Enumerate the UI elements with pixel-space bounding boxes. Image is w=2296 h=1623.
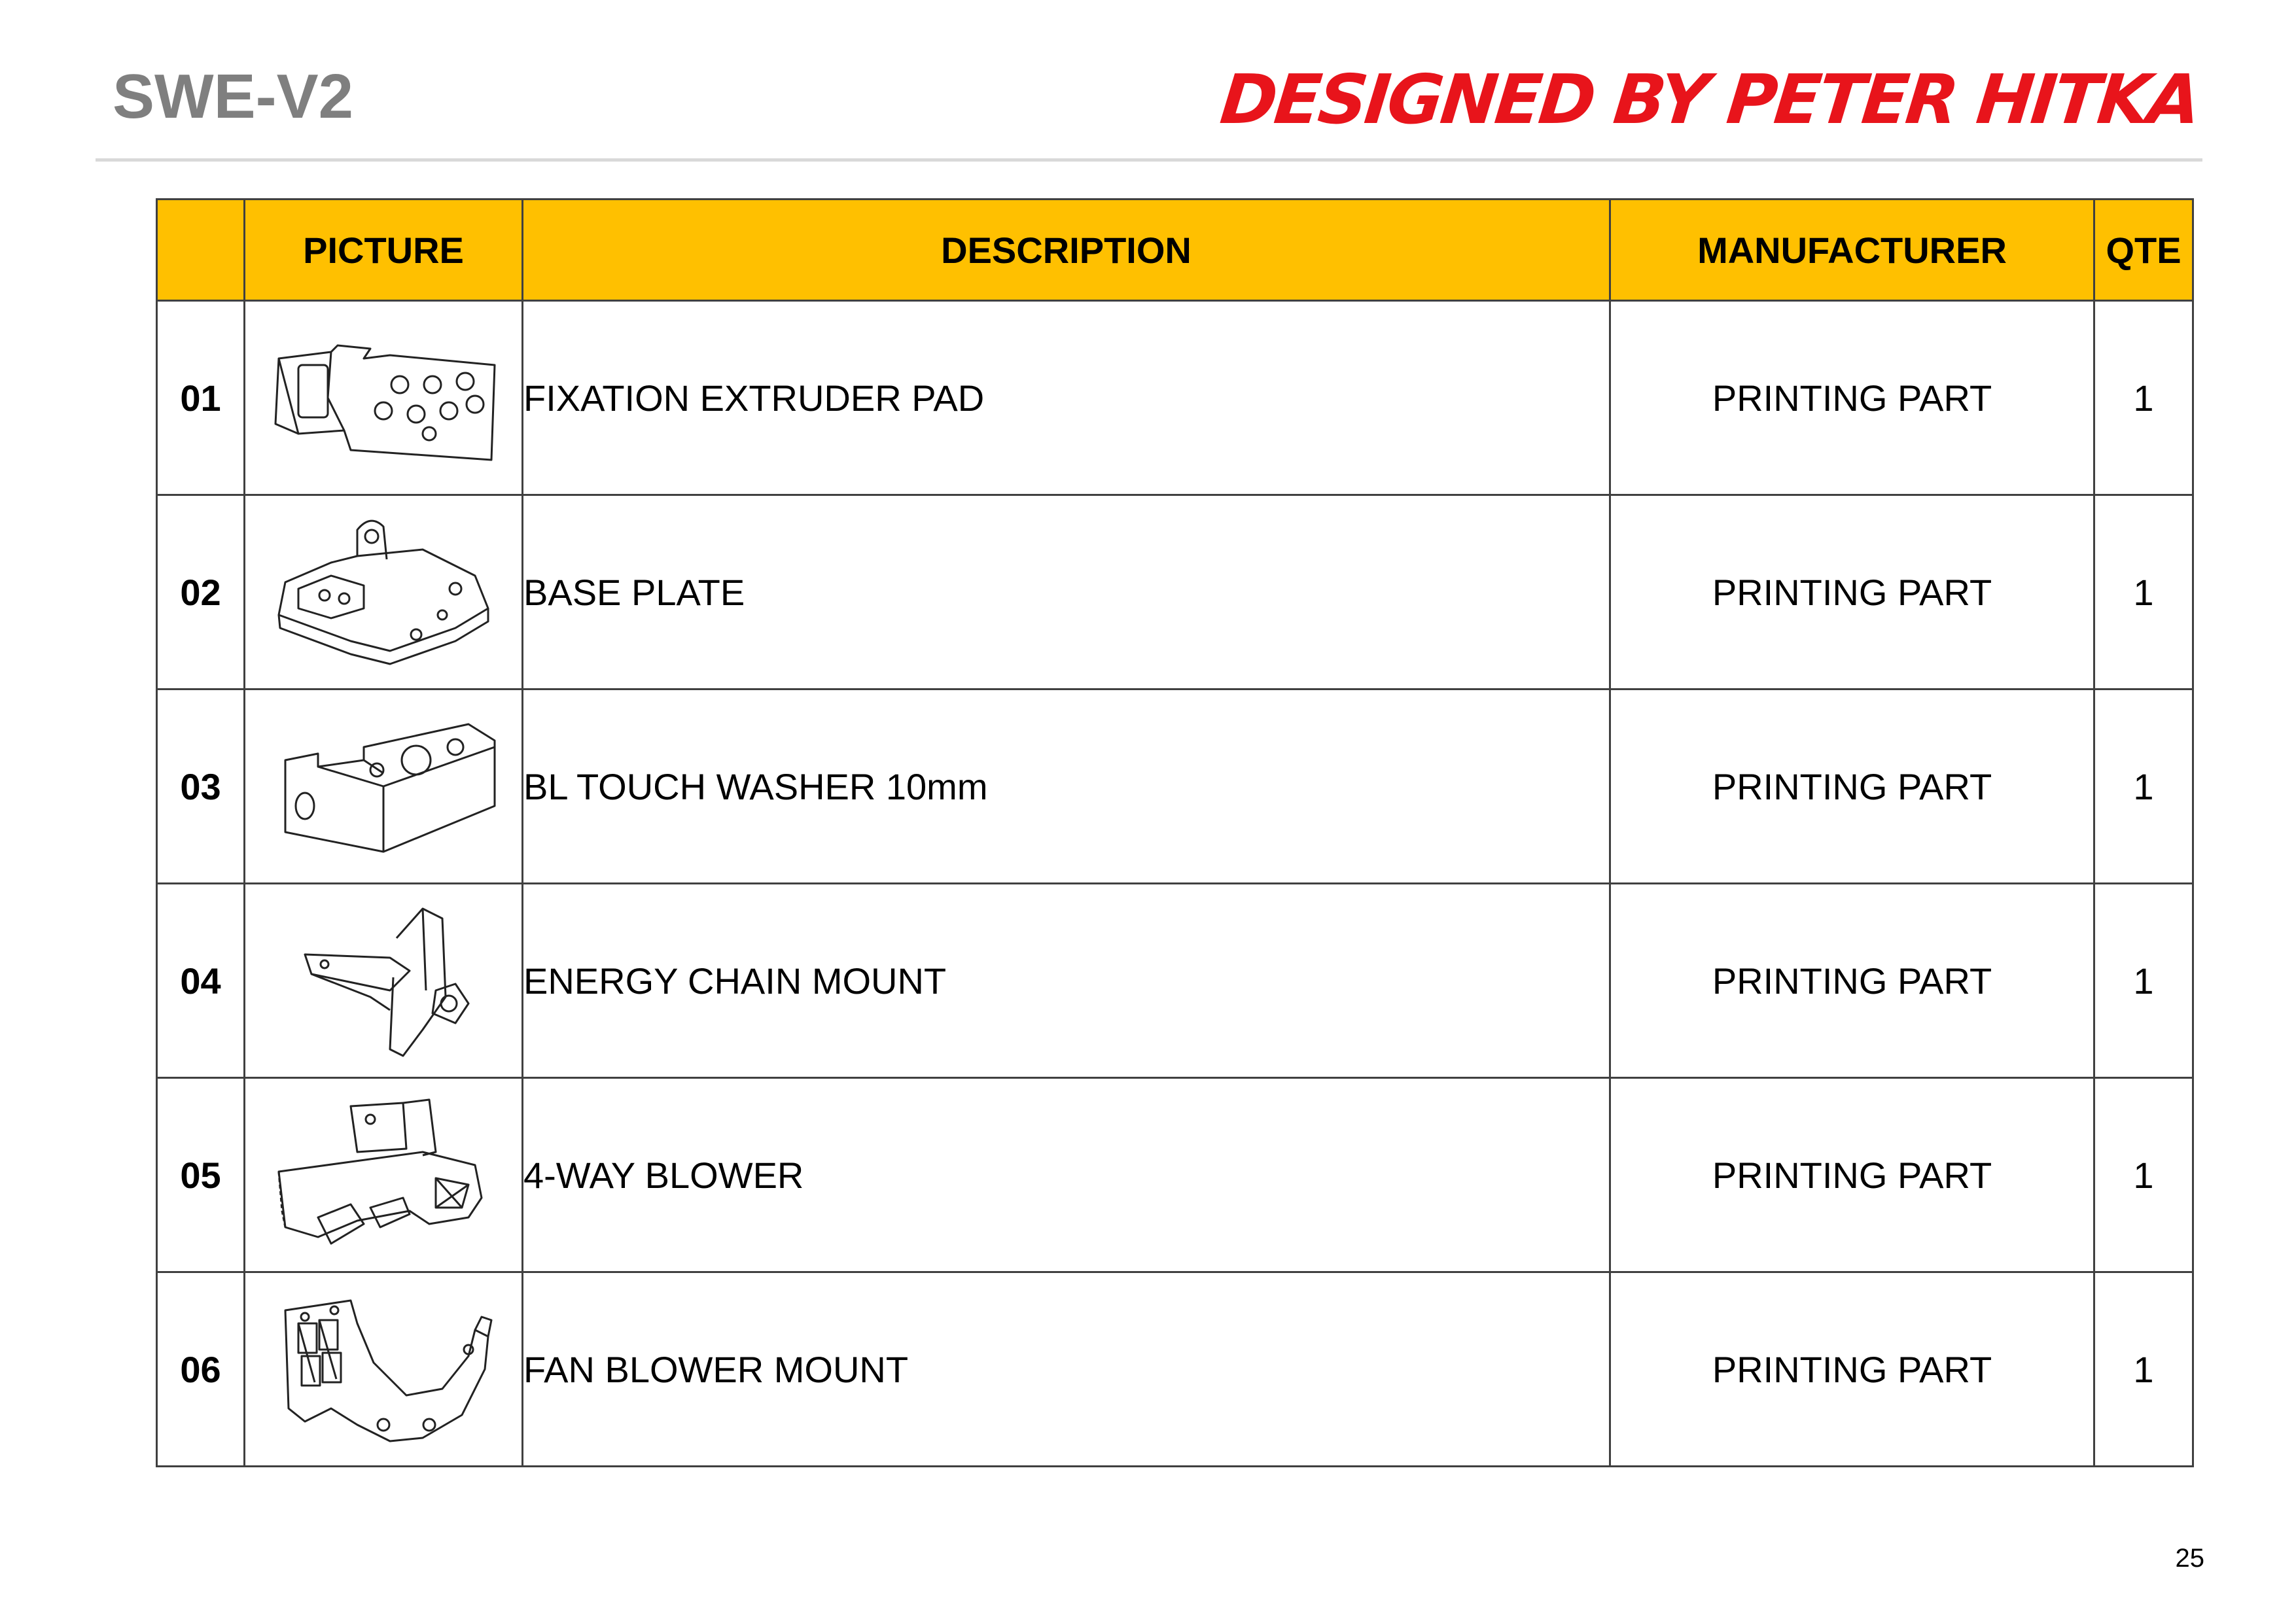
item-number: 05	[157, 1078, 245, 1272]
base-plate-drawing-icon	[259, 510, 508, 674]
item-description: BASE PLATE	[523, 495, 1610, 689]
item-manufacturer: PRINTING PART	[1610, 884, 2094, 1078]
parts-table	[156, 198, 2194, 1467]
item-picture	[245, 1272, 523, 1467]
item-quantity: 1	[2094, 689, 2193, 884]
item-number: 06	[157, 1272, 245, 1467]
item-number: 01	[157, 301, 245, 495]
column-header-manufacturer: MANUFACTURER	[1610, 200, 2094, 301]
item-manufacturer: PRINTING PART	[1610, 1078, 2094, 1272]
column-header-description: DESCRIPTION	[523, 200, 1610, 301]
item-quantity: 1	[2094, 1272, 2193, 1467]
document-title: SWE-V2	[113, 61, 354, 131]
item-manufacturer: PRINTING PART	[1610, 301, 2094, 495]
item-quantity: 1	[2094, 495, 2193, 689]
item-description: BL TOUCH WASHER 10mm	[523, 689, 1610, 884]
four-way-blower-drawing-icon	[259, 1093, 508, 1257]
designer-credit: DESIGNED BY PETER HITKA	[1216, 60, 2202, 139]
column-header-number	[157, 200, 245, 301]
item-manufacturer: PRINTING PART	[1610, 1272, 2094, 1467]
fixation-extruder-pad-drawing-icon	[259, 319, 508, 476]
item-picture	[245, 301, 523, 495]
item-description: FAN BLOWER MOUNT	[523, 1272, 1610, 1467]
item-description: 4-WAY BLOWER	[523, 1078, 1610, 1272]
table-row	[157, 1272, 2193, 1467]
item-picture	[245, 495, 523, 689]
item-manufacturer: PRINTING PART	[1610, 495, 2094, 689]
page-number: 25	[2175, 1544, 2204, 1573]
item-picture	[245, 1078, 523, 1272]
table-row	[157, 689, 2193, 884]
item-quantity: 1	[2094, 301, 2193, 495]
item-number: 04	[157, 884, 245, 1078]
table-row	[157, 495, 2193, 689]
fan-blower-mount-drawing-icon	[259, 1284, 508, 1454]
table-row	[157, 1078, 2193, 1272]
table-header-row	[157, 200, 2193, 301]
item-quantity: 1	[2094, 884, 2193, 1078]
energy-chain-mount-drawing-icon	[259, 899, 508, 1062]
column-header-qty: QTE	[2094, 200, 2193, 301]
item-manufacturer: PRINTING PART	[1610, 689, 2094, 884]
item-number: 02	[157, 495, 245, 689]
column-header-picture: PICTURE	[245, 200, 523, 301]
item-picture	[245, 689, 523, 884]
item-description: FIXATION EXTRUDER PAD	[523, 301, 1610, 495]
header-divider	[96, 158, 2202, 162]
item-description: ENERGY CHAIN MOUNT	[523, 884, 1610, 1078]
item-picture	[245, 884, 523, 1078]
item-quantity: 1	[2094, 1078, 2193, 1272]
table-row	[157, 884, 2193, 1078]
bl-touch-washer-drawing-icon	[259, 708, 508, 865]
item-number: 03	[157, 689, 245, 884]
table-row	[157, 301, 2193, 495]
